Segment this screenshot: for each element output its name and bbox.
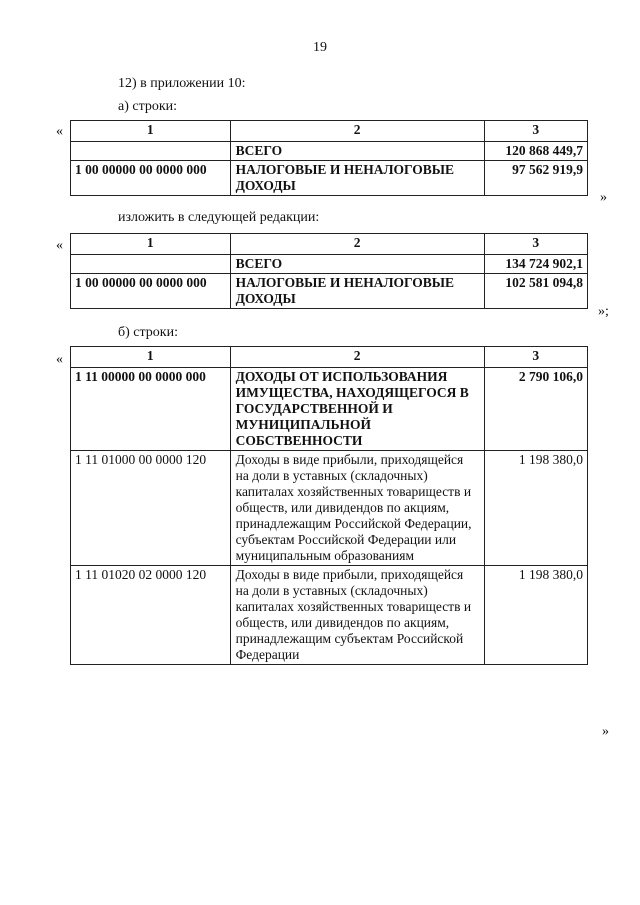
- row-code: 1 11 00000 00 0000 000: [71, 368, 231, 451]
- table-header-row: [71, 234, 588, 255]
- row-name: Доходы в виде прибыли, приходящейся на доли в уставных (складочных) капиталах хозяйственных товариществ и обществ, или дивидендов по акциям, принадлежащим Российской Федерации, субъектам Российской Федерации или муниципальным образованиям: [230, 451, 484, 566]
- close-quote-semicolon: »;: [598, 304, 609, 319]
- table-row: [71, 368, 588, 451]
- close-quote: »: [600, 190, 607, 205]
- column-1-header: 1: [71, 234, 231, 255]
- table-header-row: [71, 121, 588, 142]
- row-code: [71, 255, 231, 274]
- row-code: 1 11 01020 02 0000 120: [71, 566, 231, 665]
- row-code: 1 00 00000 00 0000 000: [71, 274, 231, 309]
- row-name: ВСЕГО: [230, 255, 484, 274]
- column-1-header: 1: [71, 121, 231, 142]
- table-header-row: [71, 347, 588, 368]
- close-quote: »: [602, 724, 609, 739]
- row-code: 1 11 01000 00 0000 120: [71, 451, 231, 566]
- page-number: 19: [313, 40, 327, 55]
- column-1-header: 1: [71, 347, 231, 368]
- row-name: НАЛОГОВЫЕ И НЕНАЛОГОВЫЕ ДОХОДЫ: [230, 161, 484, 196]
- replace-instruction: изложить в следующей редакции:: [118, 210, 320, 225]
- row-amount: 134 724 902,1: [484, 255, 587, 274]
- row-amount: 1 198 380,0: [484, 566, 587, 665]
- column-2-header: 2: [230, 347, 484, 368]
- column-2-header: 2: [230, 234, 484, 255]
- row-name: ВСЕГО: [230, 142, 484, 161]
- row-amount: 102 581 094,8: [484, 274, 587, 309]
- open-quote: «: [56, 124, 63, 139]
- table-row: [71, 255, 588, 274]
- column-3-header: 3: [484, 347, 587, 368]
- row-name: Доходы в виде прибыли, приходящейся на доли в уставных (складочных) капиталах хозяйственных товариществ и обществ, или дивидендов по акциям, принадлежащим субъектам Российской Федерации: [230, 566, 484, 665]
- open-quote: «: [56, 352, 63, 367]
- row-amount: 120 868 449,7: [484, 142, 587, 161]
- column-3-header: 3: [484, 234, 587, 255]
- table-a-new-rows: [70, 233, 588, 309]
- row-amount: 97 562 919,9: [484, 161, 587, 196]
- column-3-header: 3: [484, 121, 587, 142]
- table-row: [71, 142, 588, 161]
- subitem-b-label: б) строки:: [118, 325, 178, 340]
- row-name: ДОХОДЫ ОТ ИСПОЛЬЗОВАНИЯ ИМУЩЕСТВА, НАХОДЯЩЕГОСЯ В ГОСУДАРСТВЕННОЙ И МУНИЦИПАЛЬНОЙ СОБСТВЕННОСТИ: [230, 368, 484, 451]
- item-12-intro: 12) в приложении 10:: [118, 76, 246, 91]
- column-2-header: 2: [230, 121, 484, 142]
- table-row: [71, 451, 588, 566]
- table-row: [71, 274, 588, 309]
- table-b-rows: [70, 346, 588, 665]
- row-code: 1 00 00000 00 0000 000: [71, 161, 231, 196]
- table-row: [71, 161, 588, 196]
- subitem-a-label: а) строки:: [118, 99, 178, 114]
- table-a-old-rows: [70, 120, 588, 196]
- row-name: НАЛОГОВЫЕ И НЕНАЛОГОВЫЕ ДОХОДЫ: [230, 274, 484, 309]
- row-amount: 2 790 106,0: [484, 368, 587, 451]
- table-row: [71, 566, 588, 665]
- row-amount: 1 198 380,0: [484, 451, 587, 566]
- open-quote: «: [56, 238, 63, 253]
- row-code: [71, 142, 231, 161]
